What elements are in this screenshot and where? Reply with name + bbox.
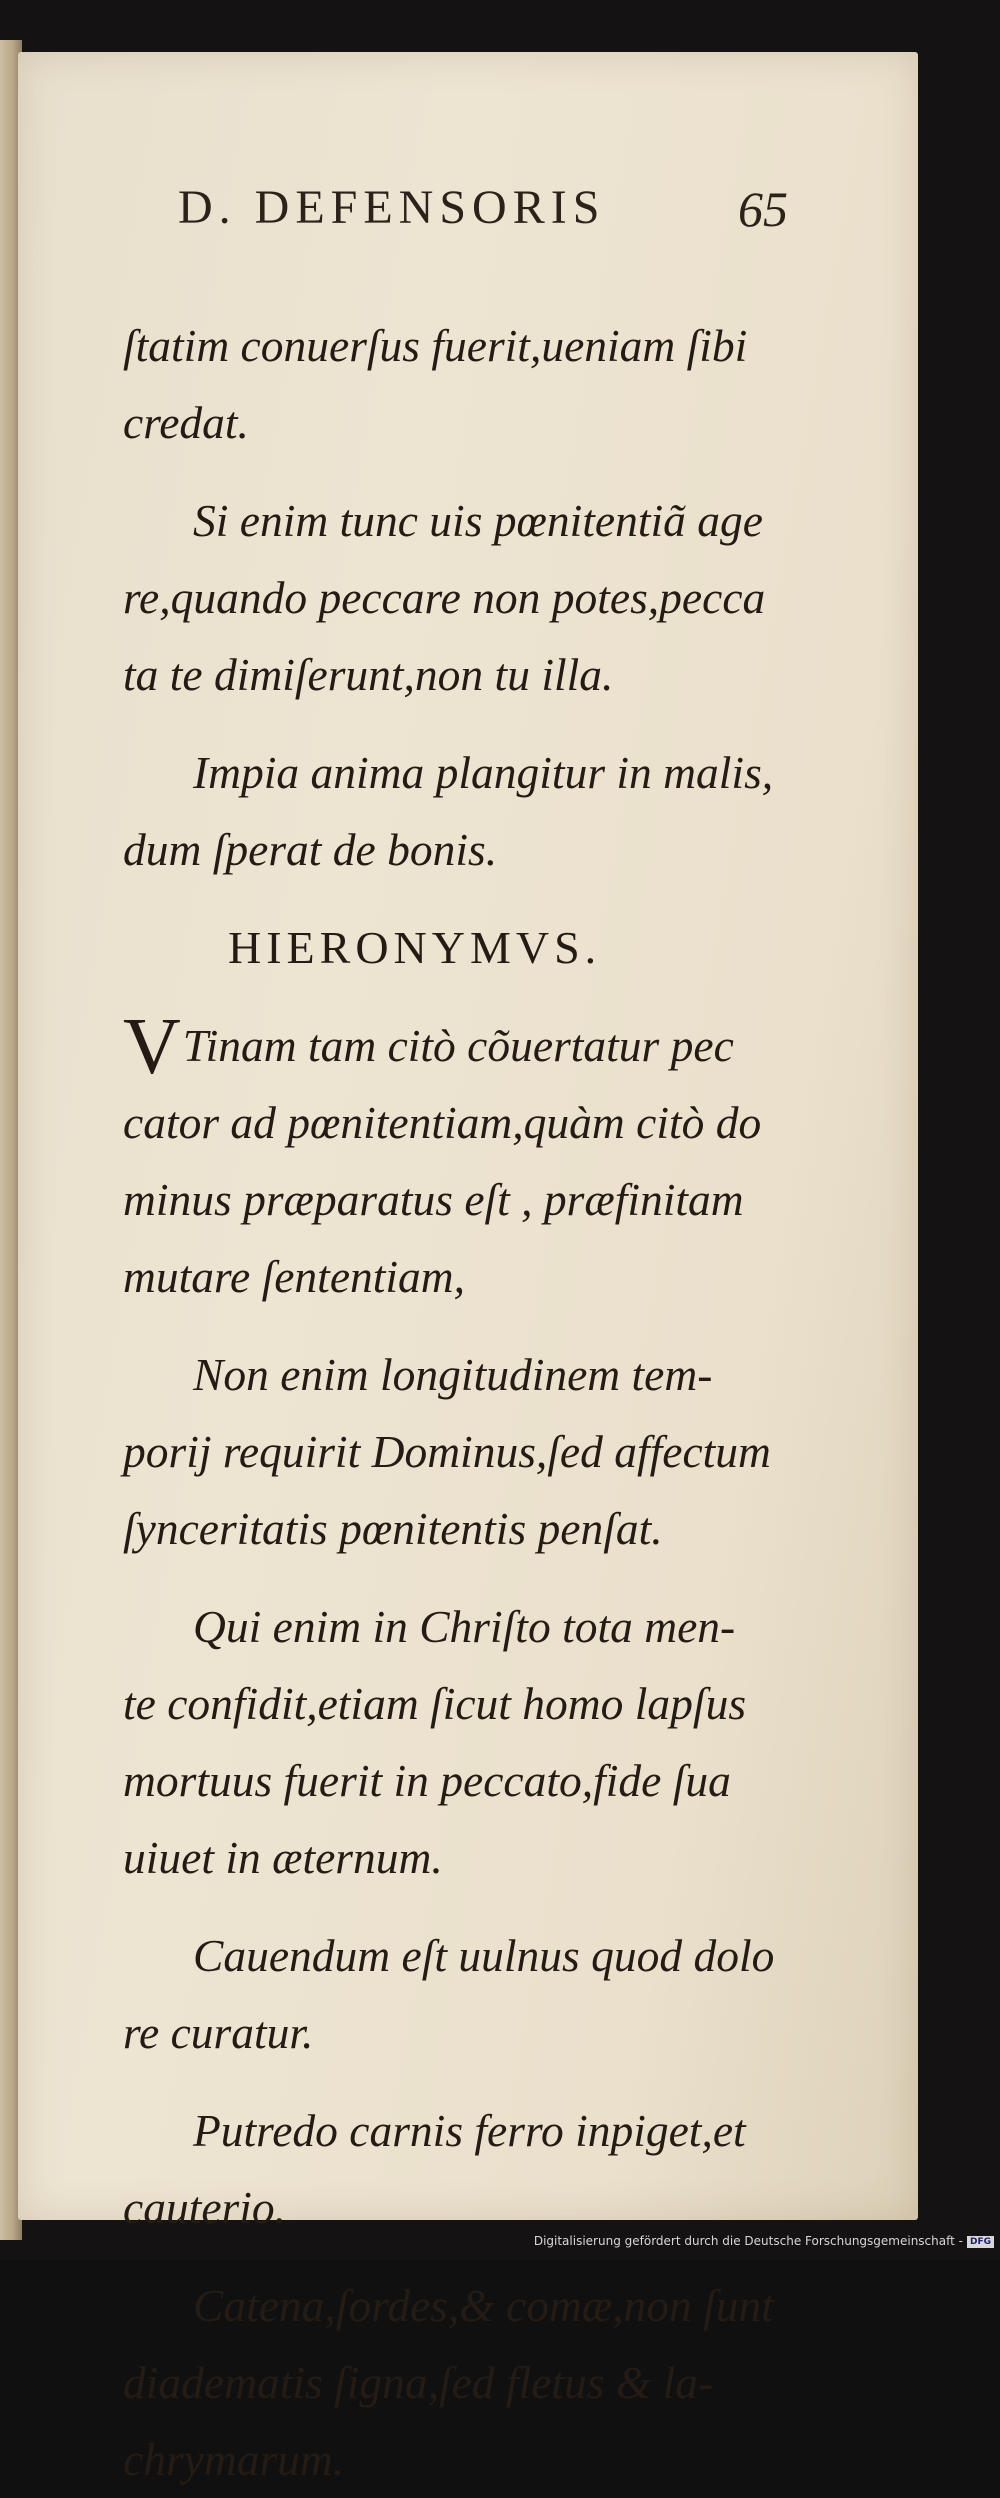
text-line: porij requirit Dominus,ſed affectum xyxy=(123,1426,771,1477)
text-line: te confidit,etiam ſicut homo lapſus xyxy=(123,1678,747,1729)
dfg-logo-icon: DFG xyxy=(967,2236,994,2248)
text-line: chrymarum. xyxy=(123,2434,345,2485)
text-line xyxy=(123,1003,803,1091)
text-line: Impia anima plangitur in malis, xyxy=(193,747,774,798)
text-line: cauterio. xyxy=(123,2182,287,2233)
text-line: Cauendum eſt uulnus quod dolo xyxy=(193,1930,775,1981)
text-line: mortuus fuerit in peccato,fide ſua xyxy=(123,1755,731,1806)
text-line-content: Tinam tam citò cõuertatur pec xyxy=(182,1020,734,1071)
page-number: 65 xyxy=(738,181,788,237)
text-line: dum ſperat de bonis. xyxy=(123,824,498,875)
text-line: uiuet in æternum. xyxy=(123,1832,443,1883)
text-line: credat. xyxy=(123,397,249,448)
text-line: Non enim longitudinem tem- xyxy=(193,1349,713,1400)
section-heading: HIERONYMVS. xyxy=(228,922,602,973)
text-line: minus præparatus eſt , præfinitam xyxy=(123,1174,744,1225)
text-line: Putredo carnis ferro inpiget,et xyxy=(193,2105,746,2156)
running-head: D. DEFENSORIS xyxy=(178,181,606,234)
body-text xyxy=(123,307,803,2498)
credit-text: Digitalisierung gefördert durch die Deutsche Forschungsgemeinschaft - xyxy=(533,2234,963,2248)
text-line: diadematis ſigna,ſed fletus & la- xyxy=(123,2357,714,2408)
text-line: Catena,ſordes,& comæ,non ſunt xyxy=(193,2280,774,2331)
text-line: ſtatim conuerſus fuerit,ueniam ſibi xyxy=(123,320,748,371)
text-line: ta te dimiſerunt,non tu illa. xyxy=(123,649,614,700)
text-line: re curatur. xyxy=(123,2007,314,2058)
text-line: re,quando peccare non potes,pecca xyxy=(123,572,766,623)
text-line: cator ad pœnitentiam,quàm citò do xyxy=(123,1097,762,1148)
text-line: mutare ſententiam, xyxy=(123,1251,466,1302)
initial-letter: V xyxy=(123,1003,181,1091)
digitization-credit xyxy=(534,2234,994,2248)
text-line: Qui enim in Chriſto tota men- xyxy=(193,1601,736,1652)
text-line: ſynceritatis pœnitentis penſat. xyxy=(123,1503,663,1554)
text-line: Si enim tunc uis pœnitentiã age xyxy=(193,495,763,546)
